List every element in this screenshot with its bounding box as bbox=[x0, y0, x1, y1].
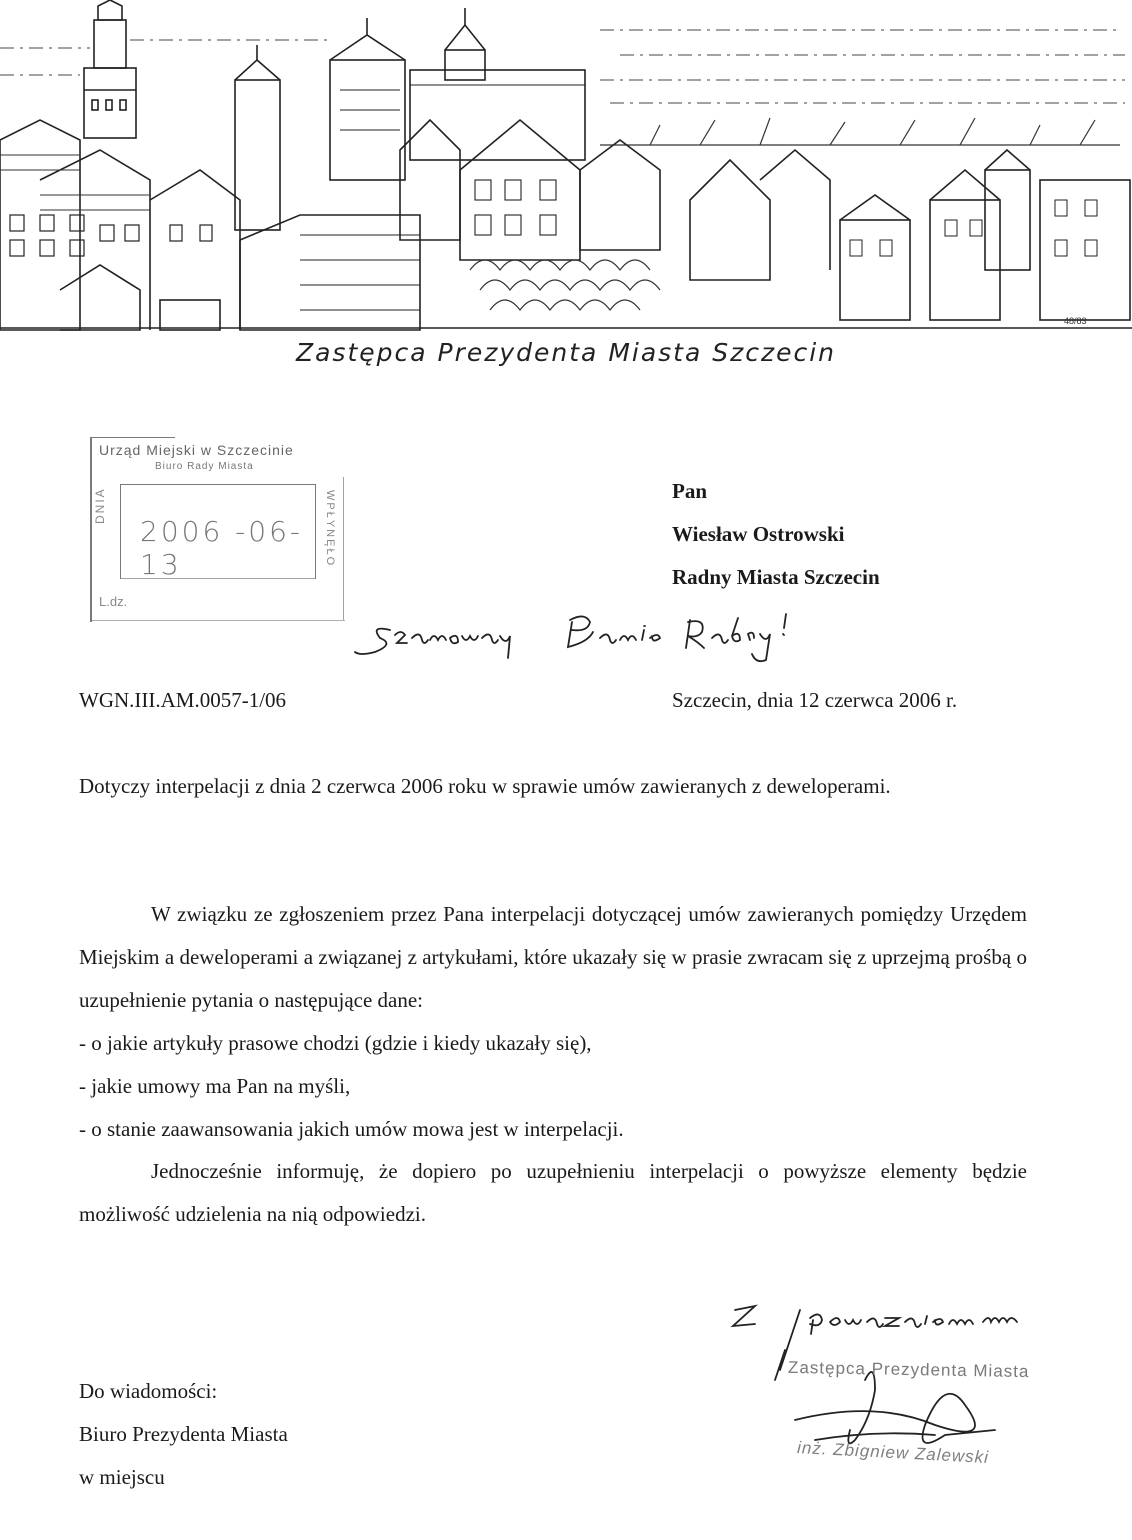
recipient-name: Wiesław Ostrowski bbox=[672, 522, 845, 546]
letterhead-title: Zastępca Prezydenta Miasta Szczecin bbox=[295, 338, 837, 367]
recipient-salutation: Pan bbox=[672, 479, 708, 503]
recipient-block bbox=[672, 470, 880, 599]
list-item: - jakie umowy ma Pan na myśli, bbox=[79, 1074, 351, 1098]
reference-number: WGN.III.AM.0057-1/06 bbox=[79, 688, 287, 712]
stamp-received-label: WPŁYNĘŁO bbox=[324, 490, 336, 568]
signature-stamp-name: inż. Zbigniew Zalewski bbox=[796, 1437, 990, 1468]
signature-stamp-title: Zastępca Prezydenta Miasta bbox=[787, 1357, 1030, 1382]
cc-recipient-location: w miejscu bbox=[79, 1465, 165, 1489]
cc-recipient: Biuro Prezydenta Miasta bbox=[79, 1422, 288, 1446]
cc-block bbox=[79, 1370, 288, 1499]
body-paragraph-2: Jednocześnie informuję, że dopiero po uzupełnieniu interpelacji o powyższe elementy będzie możliwość udzielenia na nią odpowiedzi. bbox=[79, 1159, 1027, 1226]
body-paragraph-1: W związku ze zgłoszeniem przez Pana interpelacji dotyczącej umów zawieranych pomiędzy Urzędem Miejskim a deweloperami a związanej z artykułami, które ukazały się w prasie zwracam się z uprzejmą prośbą o uzupełnienie pytania o następujące dane: bbox=[79, 902, 1027, 1012]
city-skyline-illustration bbox=[0, 0, 1132, 335]
handwritten-greeting bbox=[350, 600, 830, 670]
stamp-dnia-label: DNIA bbox=[93, 487, 107, 524]
recipient-title: Radny Miasta Szczecin bbox=[672, 565, 880, 589]
stamp-ldz-label: L.dz. bbox=[99, 594, 128, 609]
list-item: - o stanie zaawansowania jakich umów mowa jest w interpelacji. bbox=[79, 1117, 624, 1141]
stamp-date: 2006 -06- 13 bbox=[140, 515, 303, 581]
stamp-office-name: Urząd Miejski w Szczecinie bbox=[99, 442, 294, 458]
requested-items-list bbox=[79, 1022, 624, 1151]
received-stamp bbox=[85, 432, 350, 624]
place-and-date: Szczecin, dnia 12 czerwca 2006 r. bbox=[672, 688, 958, 712]
list-item: - o jakie artykuły prasowe chodzi (gdzie i kiedy ukazały się), bbox=[79, 1031, 592, 1055]
artist-mark: 48/83 bbox=[1064, 316, 1087, 326]
subject-line: Dotyczy interpelacji z dnia 2 czerwca 2006 roku w sprawie umów zawieranych z deweloperami. bbox=[79, 774, 891, 798]
stamp-department: Biuro Rady Miasta bbox=[155, 461, 254, 472]
cc-label: Do wiadomości: bbox=[79, 1379, 218, 1403]
